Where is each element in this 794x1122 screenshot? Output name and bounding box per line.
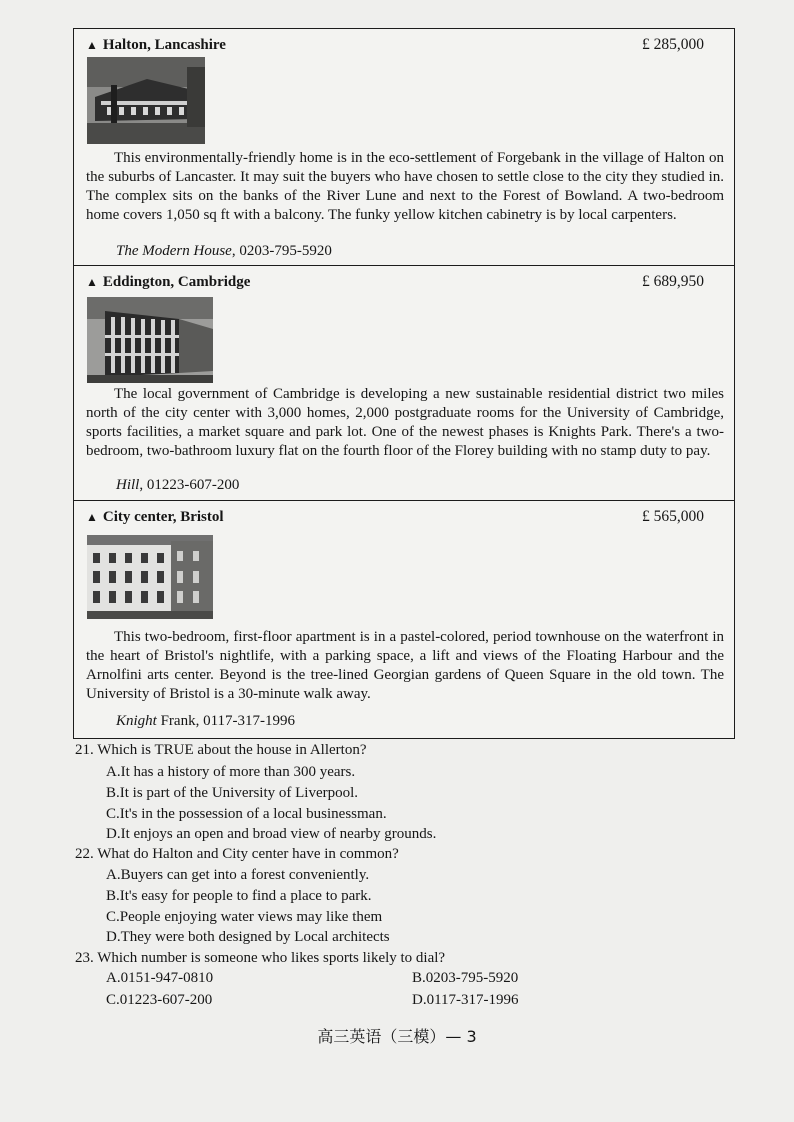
page-footer: 高三英语（三模）— 3 [317,1027,477,1046]
listing-location: ▲ City center, Bristol [86,509,224,525]
listing-contact: Knight Frank, 0117-317-1996 [116,713,296,729]
listing-location: ▲ Halton, Lancashire [86,37,226,53]
question-21: 21. Which is TRUE about the house in Allerton? [75,742,367,758]
option-23d[interactable]: D.0117-317-1996 [412,992,519,1008]
house-photo [87,535,213,619]
listing-bristol [73,501,735,739]
question-23: 23. Which number is someone who likes sports likely to dial? [75,950,446,966]
listing-halton [73,28,735,266]
listing-price: £ 689,950 [642,273,704,290]
option-22d[interactable]: D.They were both designed by Local architects [106,929,390,945]
listing-description: This two-bedroom, first-floor apartment is in a pastel-colored, period townhouse on the waterfront in the heart of Bristol's nightlife, with a parking space, a lift and views of the Floating Harbour and the Arnolfini arts center. Beyond is the tree-lined Georgian gardens of Queen Square in the old town. The University of Bristol is a 30-minute walk away. [86,629,724,702]
house-photo [87,297,213,383]
option-21d[interactable]: D.It enjoys an open and broad view of nearby grounds. [106,826,437,842]
listing-price: £ 565,000 [642,508,704,525]
option-21c[interactable]: C.It's in the possession of a local businessman. [106,806,387,822]
listing-contact: Hill, 01223-607-200 [116,477,240,493]
triangle-icon: ▲ [86,275,98,289]
house-photo [87,57,205,144]
option-23a[interactable]: A.0151-947-0810 [106,970,214,986]
option-22b[interactable]: B.It's easy for people to find a place to park. [106,888,372,904]
option-23c[interactable]: C.01223-607-200 [106,992,213,1008]
triangle-icon: ▲ [86,38,98,52]
listing-price: £ 285,000 [642,36,704,53]
option-22c[interactable]: C.People enjoying water views may like them [106,909,383,925]
question-22: 22. What do Halton and City center have in common? [75,846,399,862]
listing-location: ▲ Eddington, Cambridge [86,274,251,290]
listing-contact: The Modern House, 0203-795-5920 [116,243,332,259]
listing-eddington [73,266,735,501]
option-23b[interactable]: B.0203-795-5920 [412,970,519,986]
option-21b[interactable]: B.It is part of the University of Liverpool. [106,785,359,801]
triangle-icon: ▲ [86,510,98,524]
listing-description: This environmentally-friendly home is in the eco-settlement of Forgebank in the village of Halton on the suburbs of Lancaster. It may suit the buyers who have chosen to settle close to the city they studied in. The complex sits on the banks of the River Lune and next to the Forest of Bowland. A two-bedroom home covers 1,050 sq ft with a balcony. The funky yellow kitchen cabinetry is by local carpenters. [86,150,724,223]
listing-description: The local government of Cambridge is developing a new sustainable residential district two miles north of the city center with 3,000 homes, 2,000 postgraduate rooms for the University of Cambridge, sports facilities, a market square and park lot. One of the newest phases is Knights Park. There's a two-bedroom, two-bathroom luxury flat on the fourth floor of the Florey building with no stamp duty to pay. [86,386,724,459]
option-22a[interactable]: A.Buyers can get into a forest conveniently. [106,867,370,883]
option-21a[interactable]: A.It has a history of more than 300 years. [106,764,356,780]
